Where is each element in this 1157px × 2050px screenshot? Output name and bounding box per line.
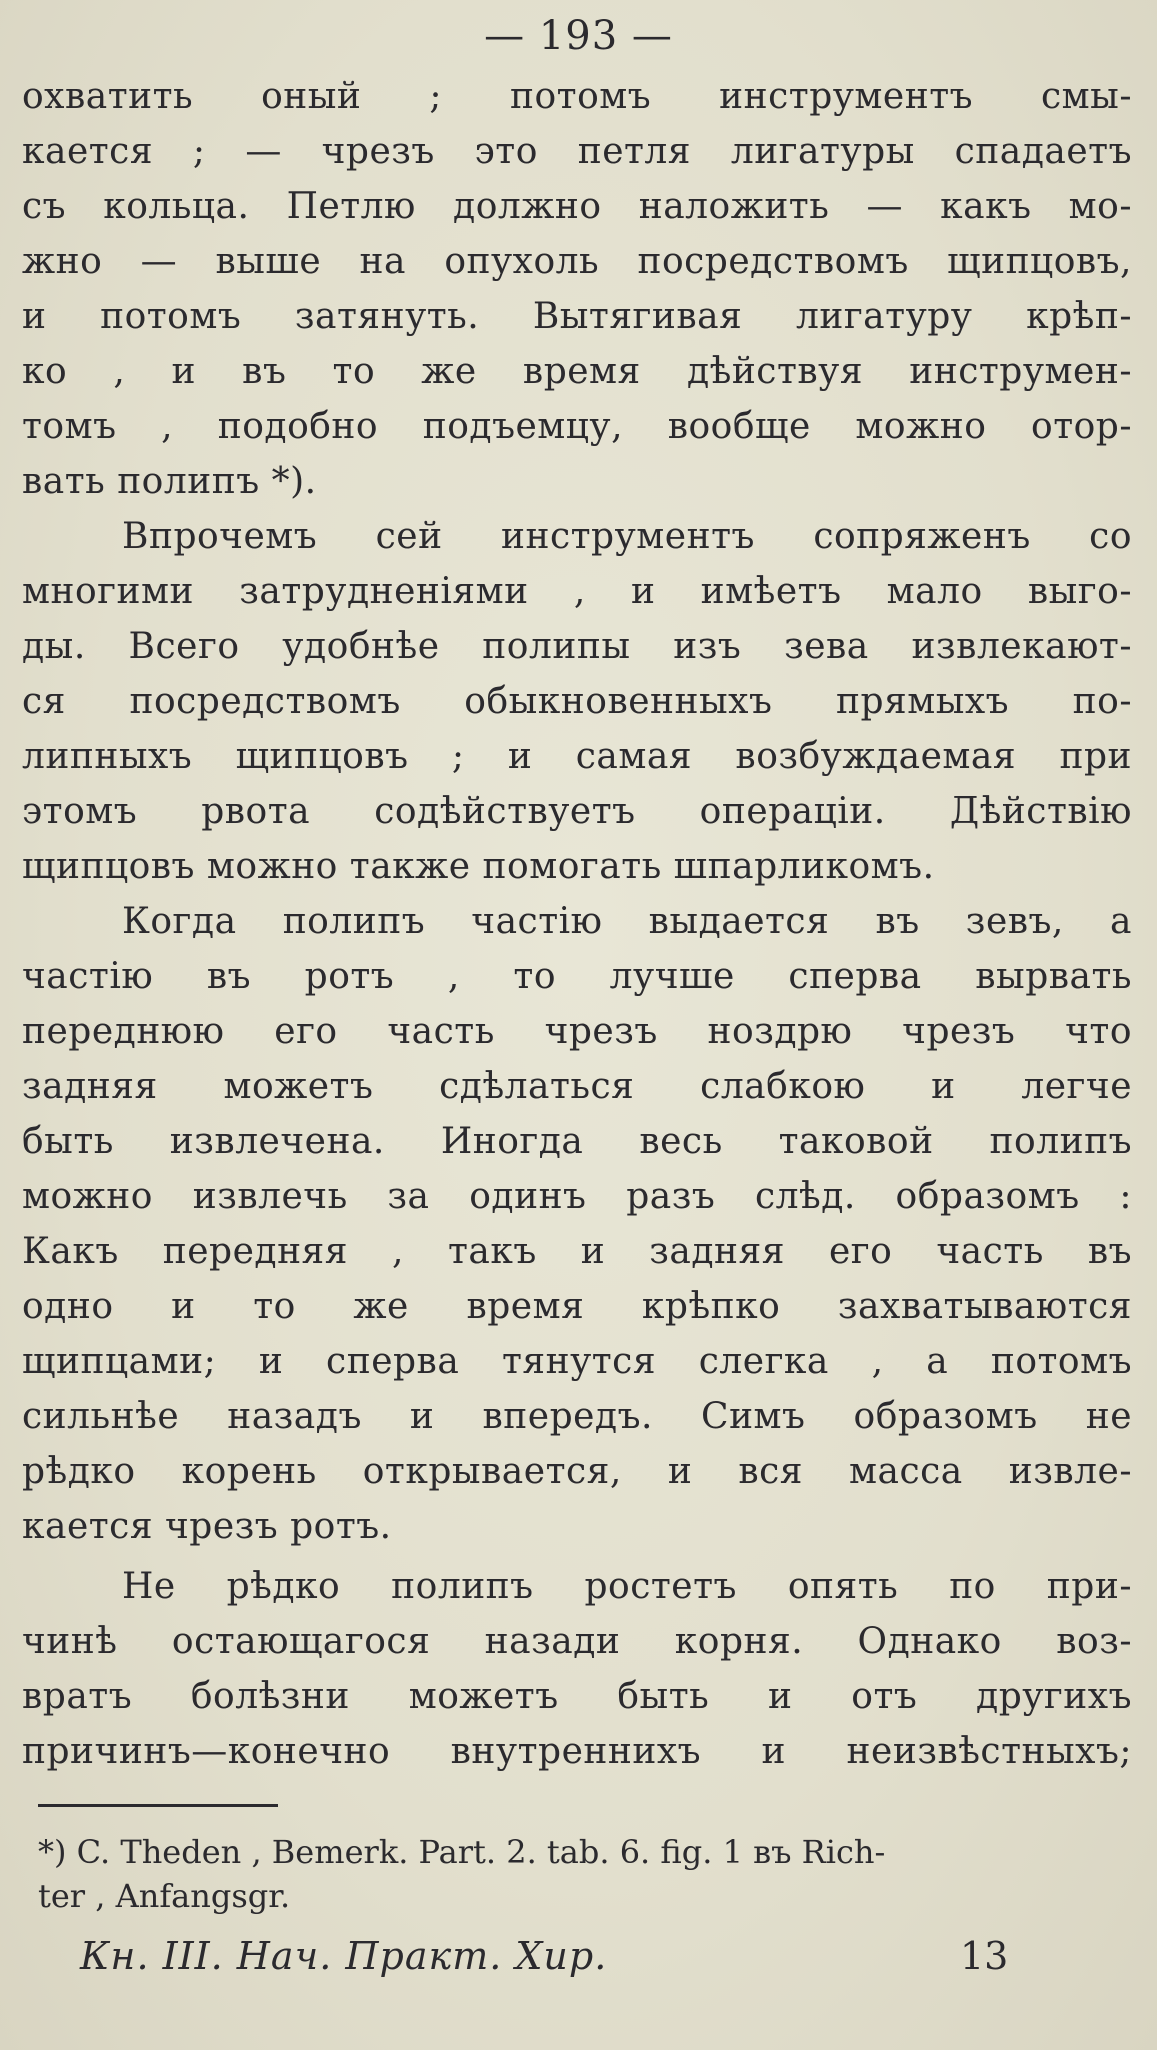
text-line: съ кольца. Петлю должно наложить — какъ мо- bbox=[22, 186, 1132, 227]
text-line: рѣдко корень открывается, и вся масса извле- bbox=[22, 1451, 1132, 1492]
text-line: и потомъ затянуть. Вытягивая лигатуру крѣп- bbox=[22, 296, 1132, 337]
text-line: вратъ болѣзни можетъ быть и отъ другихъ bbox=[22, 1676, 1132, 1717]
text-line: щипцами; и сперва тянутся слегка , а потомъ bbox=[22, 1341, 1132, 1382]
text-line: охватить оный ; потомъ инструментъ смы- bbox=[22, 76, 1132, 117]
text-line: щипцовъ можно также помогать шпарликомъ. bbox=[22, 846, 935, 887]
text-line: переднюю его часть чрезъ ноздрю чрезъ что bbox=[22, 1011, 1132, 1052]
footnote-line: ter , Anfangsgr. bbox=[38, 1877, 291, 1915]
paragraph-first-line: Когда полипъ частію выдается въ зевъ, а bbox=[122, 901, 1132, 942]
text-line: многими затрудненіями , и имѣетъ мало выго- bbox=[22, 571, 1132, 612]
text-line: частію въ ротъ , то лучше сперва вырвать bbox=[22, 956, 1132, 997]
text-line: быть извлечена. Иногда весь таковой полипъ bbox=[22, 1121, 1132, 1162]
text-line: ко , и въ то же время дѣйствуя инструмен- bbox=[22, 351, 1132, 392]
text-line: кается ; — чрезъ это петля лигатуры спадаетъ bbox=[22, 131, 1132, 172]
text-line: задняя можетъ сдѣлаться слабкою и легче bbox=[22, 1066, 1132, 1107]
text-line: липныхъ щипцовъ ; и самая возбуждаемая при bbox=[22, 736, 1132, 777]
text-line: чинѣ остающагося назади корня. Однако воз- bbox=[22, 1621, 1132, 1662]
text-line: сильнѣе назадъ и впередъ. Симъ образомъ не bbox=[22, 1396, 1132, 1437]
paragraph-first-line: Впрочемъ сей инструментъ сопряженъ со bbox=[122, 516, 1132, 557]
text-line: одно и то же время крѣпко захватываются bbox=[22, 1286, 1132, 1327]
text-line: томъ , подобно подъемцу, вообще можно отор- bbox=[22, 406, 1132, 447]
text-line: ся посредствомъ обыкновенныхъ прямыхъ по- bbox=[22, 681, 1132, 722]
text-line: вать полипъ *). bbox=[22, 461, 317, 502]
signature-mark: 13 bbox=[960, 1934, 1009, 1978]
text-line: ды. Всего удобнѣе полипы изъ зева извлекают- bbox=[22, 626, 1132, 667]
signature-title: Кн. III. Нач. Практ. Хир. bbox=[80, 1934, 608, 1978]
text-line: причинъ—конечно внутреннихъ и неизвѣстныхъ; bbox=[22, 1731, 1132, 1772]
text-line: жно — выше на опухоль посредствомъ щипцовъ, bbox=[22, 241, 1132, 282]
footnote-divider bbox=[38, 1804, 278, 1807]
text-line: этомъ рвота содѣйствуетъ операціи. Дѣйствію bbox=[22, 791, 1132, 832]
text-line: можно извлечь за одинъ разъ слѣд. образомъ : bbox=[22, 1176, 1132, 1217]
text-line: кается чрезъ ротъ. bbox=[22, 1506, 392, 1547]
paragraph-first-line: Не рѣдко полипъ ростетъ опять по при- bbox=[122, 1566, 1132, 1607]
text-line: Какъ передняя , такъ и задняя его часть въ bbox=[22, 1231, 1132, 1272]
page-number: — 193 — bbox=[484, 13, 673, 59]
footnote-line: *) C. Theden , Bemerk. Part. 2. tab. 6. fig. 1 въ Rich- bbox=[38, 1833, 886, 1871]
